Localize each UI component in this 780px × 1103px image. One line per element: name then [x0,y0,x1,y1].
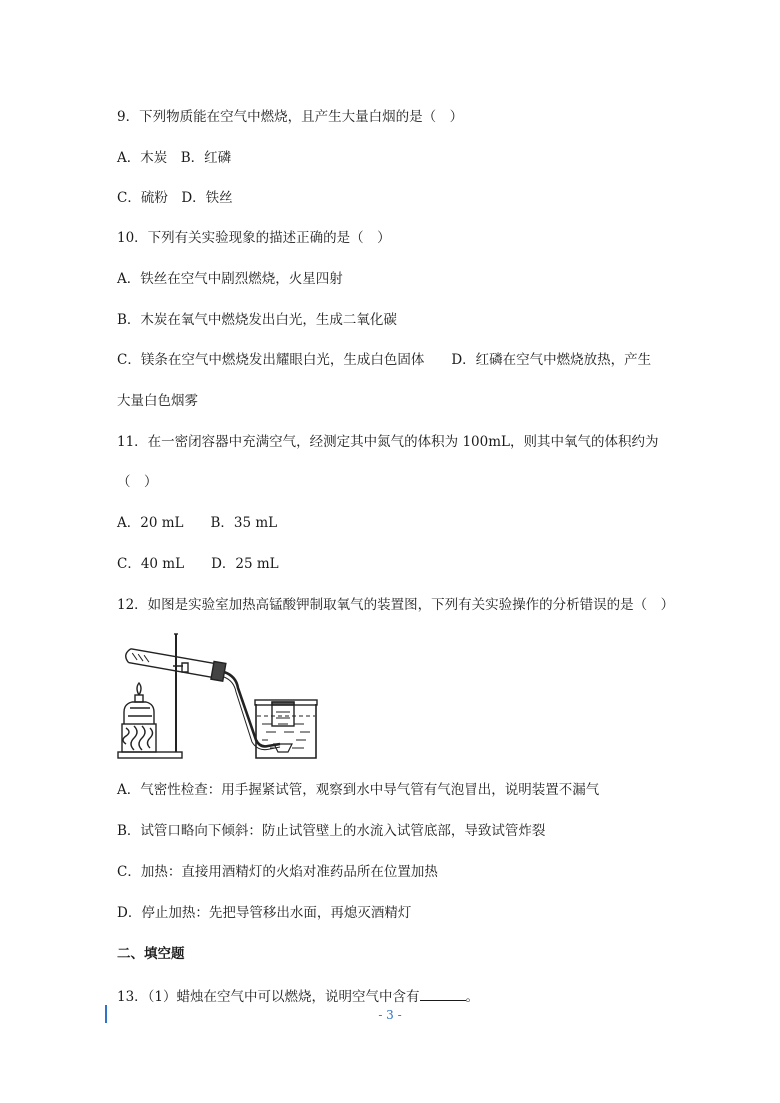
q13-end: 。 [465,989,480,1005]
answer-blank [420,986,466,1001]
q13-line [117,986,479,1006]
q12-stem: 12．如图是实验室加热高锰酸钾制取氧气的装置图，下列有关实验操作的分析错误的是（ ） [117,597,675,613]
q11-stem-continued: （ ） [117,474,158,490]
q10-option-b: B．木炭在氧气中燃烧发出白光，生成二氧化碳 [117,312,397,328]
alcohol-lamp [124,702,154,724]
q10-options-cd: C．镁条在空气中燃烧发出耀眼白光，生成白色固体 D．红磷在空气中燃烧放热，产生 [117,352,652,368]
q9-options-cd: C．硫粉 D．铁丝 [117,190,233,206]
q11-options-cd: C．40 mL D．25 mL [117,556,279,572]
page-number: - 3 - [378,1008,402,1022]
q12-option-a: A．气密性检查：用手握紧试管，观察到水中导气管有气泡冒出，说明装置不漏气 [117,782,600,798]
section-title: 二、填空题 [117,946,185,962]
q12-option-c: C．加热：直接用酒精灯的火焰对准药品所在位置加热 [117,864,438,880]
q11-options-ab: A．20 mL B．35 mL [117,515,278,531]
q9-options-ab: A．木炭 B．红磷 [117,150,232,166]
q10-options-cd-continued: 大量白色烟雾 [117,393,198,409]
q9-stem: 9．下列物质能在空气中燃烧，且产生大量白烟的是（ ） [117,109,464,125]
q11-stem: 11．在一密闭容器中充满空气，经测定其中氮气的体积为 100mL，则其中氧气的体积约为 [117,434,659,450]
q12-option-d: D．停止加热：先把导管移出水面，再熄灭酒精灯 [117,905,412,921]
q13-text: 13．（1）蜡烛在空气中可以燃烧，说明空气中含有 [117,989,420,1005]
q10-option-a: A．铁丝在空气中剧烈燃烧，火星四射 [117,271,343,287]
flame [137,683,141,695]
q12-option-b: B．试管口略向下倾斜：防止试管壁上的水流入试管底部，导致试管炸裂 [117,823,546,839]
oxygen-apparatus-figure [116,632,320,762]
stand-base [118,752,182,758]
q10-stem: 10．下列有关实验现象的描述正确的是（ ） [117,230,391,246]
